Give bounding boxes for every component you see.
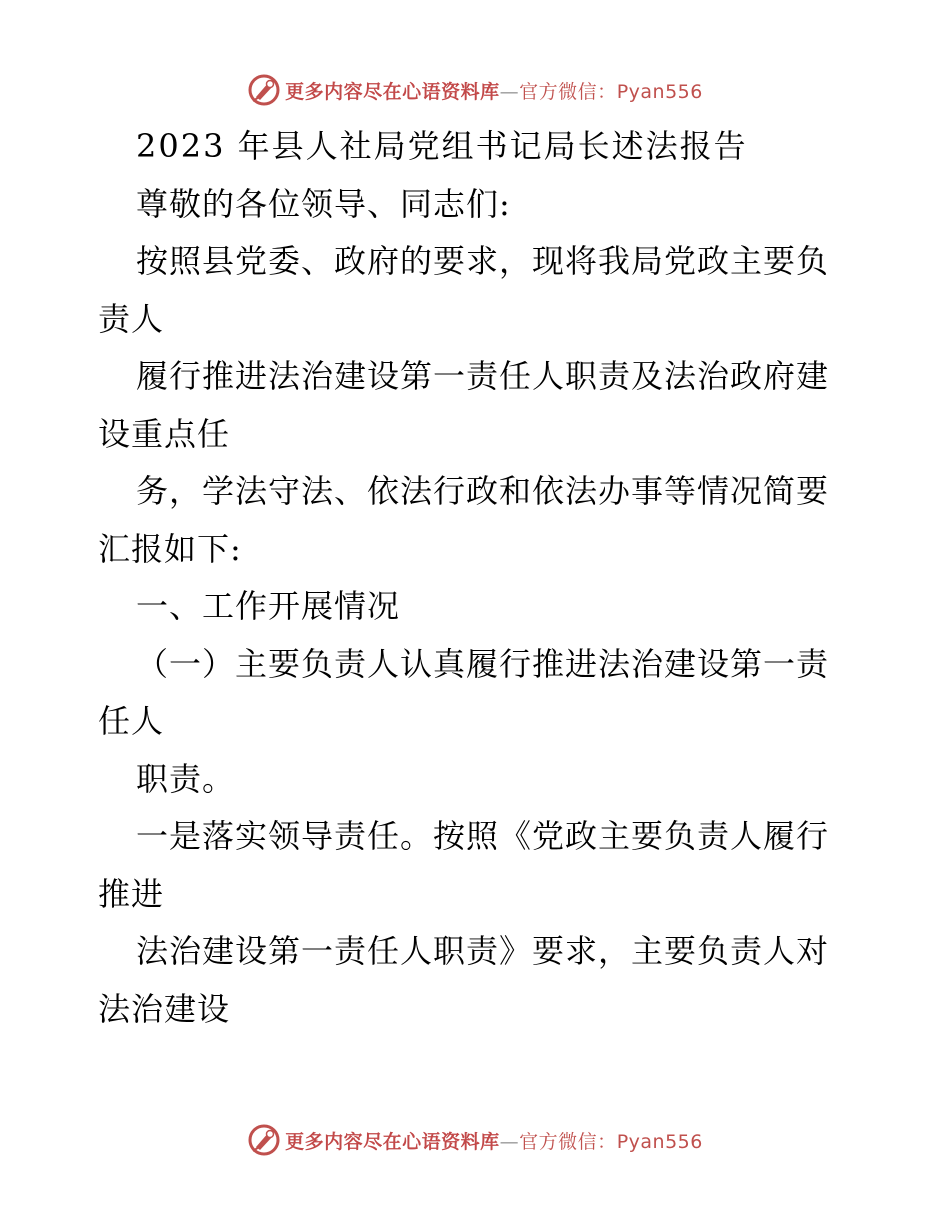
paragraph-line: 设重点任 <box>98 414 231 453</box>
paragraph-line: 按照县党委、政府的要求，现将我局党政主要负 <box>136 242 830 280</box>
document-title: 2023 年县人社局党组书记局长述法报告 <box>136 127 748 165</box>
paragraph-line: 务，学法守法、依法行政和依法办事等情况简要 <box>136 472 830 510</box>
banner-brand: 更多内容尽在心语资料库 <box>285 80 500 103</box>
footer-watermark-banner <box>0 1120 950 1160</box>
pen-nib-logo-icon <box>247 1123 281 1157</box>
paragraph-line: 法治建设 <box>98 989 231 1028</box>
banner-dash: — <box>499 1130 520 1153</box>
paragraph-line: 履行推进法治建设第一责任人职责及法治政府建 <box>136 357 830 395</box>
pen-nib-logo-icon <box>247 73 281 107</box>
section-heading: 一、工作开展情况 <box>136 587 401 625</box>
document-body <box>98 118 858 1038</box>
paragraph-line: 汇报如下: <box>98 529 242 568</box>
header-watermark-banner <box>0 70 950 110</box>
banner-dash: — <box>499 80 520 103</box>
banner-wechat-id: Pyan556 <box>616 1130 703 1153</box>
paragraph-line: 推进 <box>98 874 165 913</box>
banner-text <box>285 1127 703 1154</box>
banner-text <box>285 77 703 104</box>
banner-wechat-label: 官方微信： <box>519 1130 617 1153</box>
banner-brand: 更多内容尽在心语资料库 <box>285 1130 500 1153</box>
paragraph-line: 任人 <box>98 702 165 740</box>
paragraph-line: 一是落实领导责任。按照《党政主要负责人履行 <box>136 817 830 855</box>
paragraph-line: 职责。 <box>136 759 236 798</box>
banner-wechat-id: Pyan556 <box>616 80 703 103</box>
salutation-line: 尊敬的各位领导、同志们: <box>136 184 511 223</box>
banner-wechat-label: 官方微信： <box>519 80 617 103</box>
paragraph-line: 责人 <box>98 299 165 338</box>
paragraph-line: 法治建设第一责任人职责》要求，主要负责人对 <box>136 932 830 970</box>
subsection-heading: （一）主要负责人认真履行推进法治建设第一责 <box>136 644 830 683</box>
